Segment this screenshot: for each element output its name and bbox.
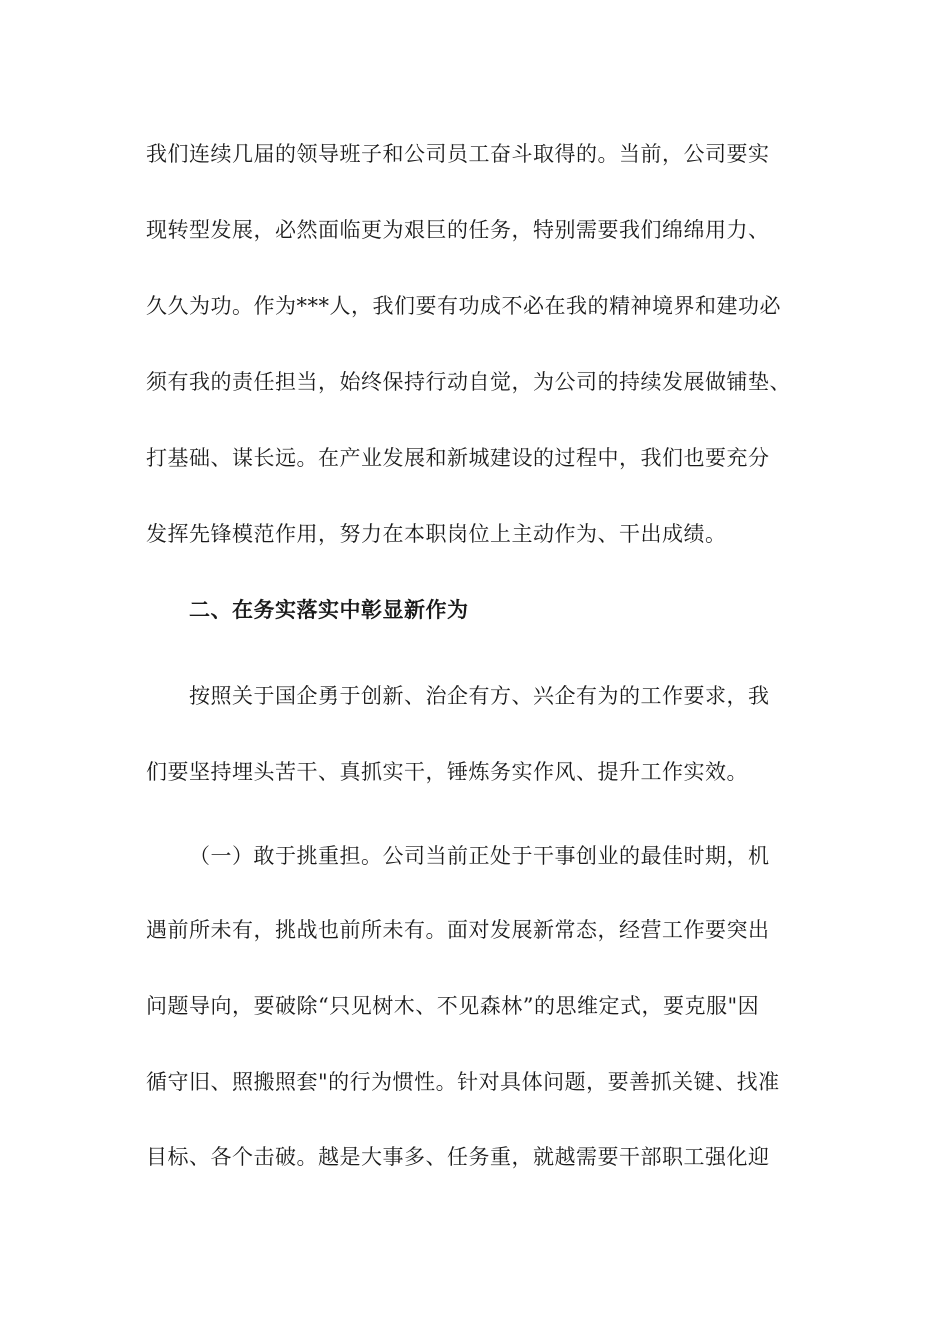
paragraph-1-line-5: 打基础、谋长远。在产业发展和新城建设的过程中，我们也要充分 <box>146 446 770 470</box>
paragraph-3-line-3: 问题导向，要破除“只见树木、不见森林”的思维定式，要克服"因 <box>146 994 760 1018</box>
paragraph-2-line-1: 按照关于国企勇于创新、治企有方、兴企有为的工作要求，我 <box>189 684 770 708</box>
paragraph-3-line-2: 遇前所未有，挑战也前所未有。面对发展新常态，经营工作要突出 <box>146 918 770 942</box>
paragraph-2-line-2: 们要坚持埋头苦干、真抓实干，锤炼务实作风、提升工作实效。 <box>146 760 748 784</box>
paragraph-3-line-4: 循守旧、照搬照套"的行为惯性。针对具体问题，要善抓关键、找准 <box>146 1070 780 1094</box>
section-heading: 二、在务实落实中彰显新作为 <box>189 598 469 622</box>
paragraph-1-line-2: 现转型发展，必然面临更为艰巨的任务，特别需要我们绵绵用力、 <box>146 218 770 242</box>
paragraph-1-line-1: 我们连续几届的领导班子和公司员工奋斗取得的。当前，公司要实 <box>146 142 770 166</box>
paragraph-1-line-3: 久久为功。作为***人，我们要有功成不必在我的精神境界和建功必 <box>146 294 781 318</box>
paragraph-3-line-1: （一）敢于挑重担。公司当前正处于干事创业的最佳时期，机 <box>189 844 770 868</box>
paragraph-3-line-5: 目标、各个击破。越是大事多、任务重，就越需要干部职工强化迎 <box>146 1145 770 1169</box>
paragraph-1-line-6: 发挥先锋模范作用，努力在本职岗位上主动作为、干出成绩。 <box>146 522 727 546</box>
paragraph-1-line-4: 须有我的责任担当，始终保持行动自觉，为公司的持续发展做铺垫、 <box>146 370 791 394</box>
